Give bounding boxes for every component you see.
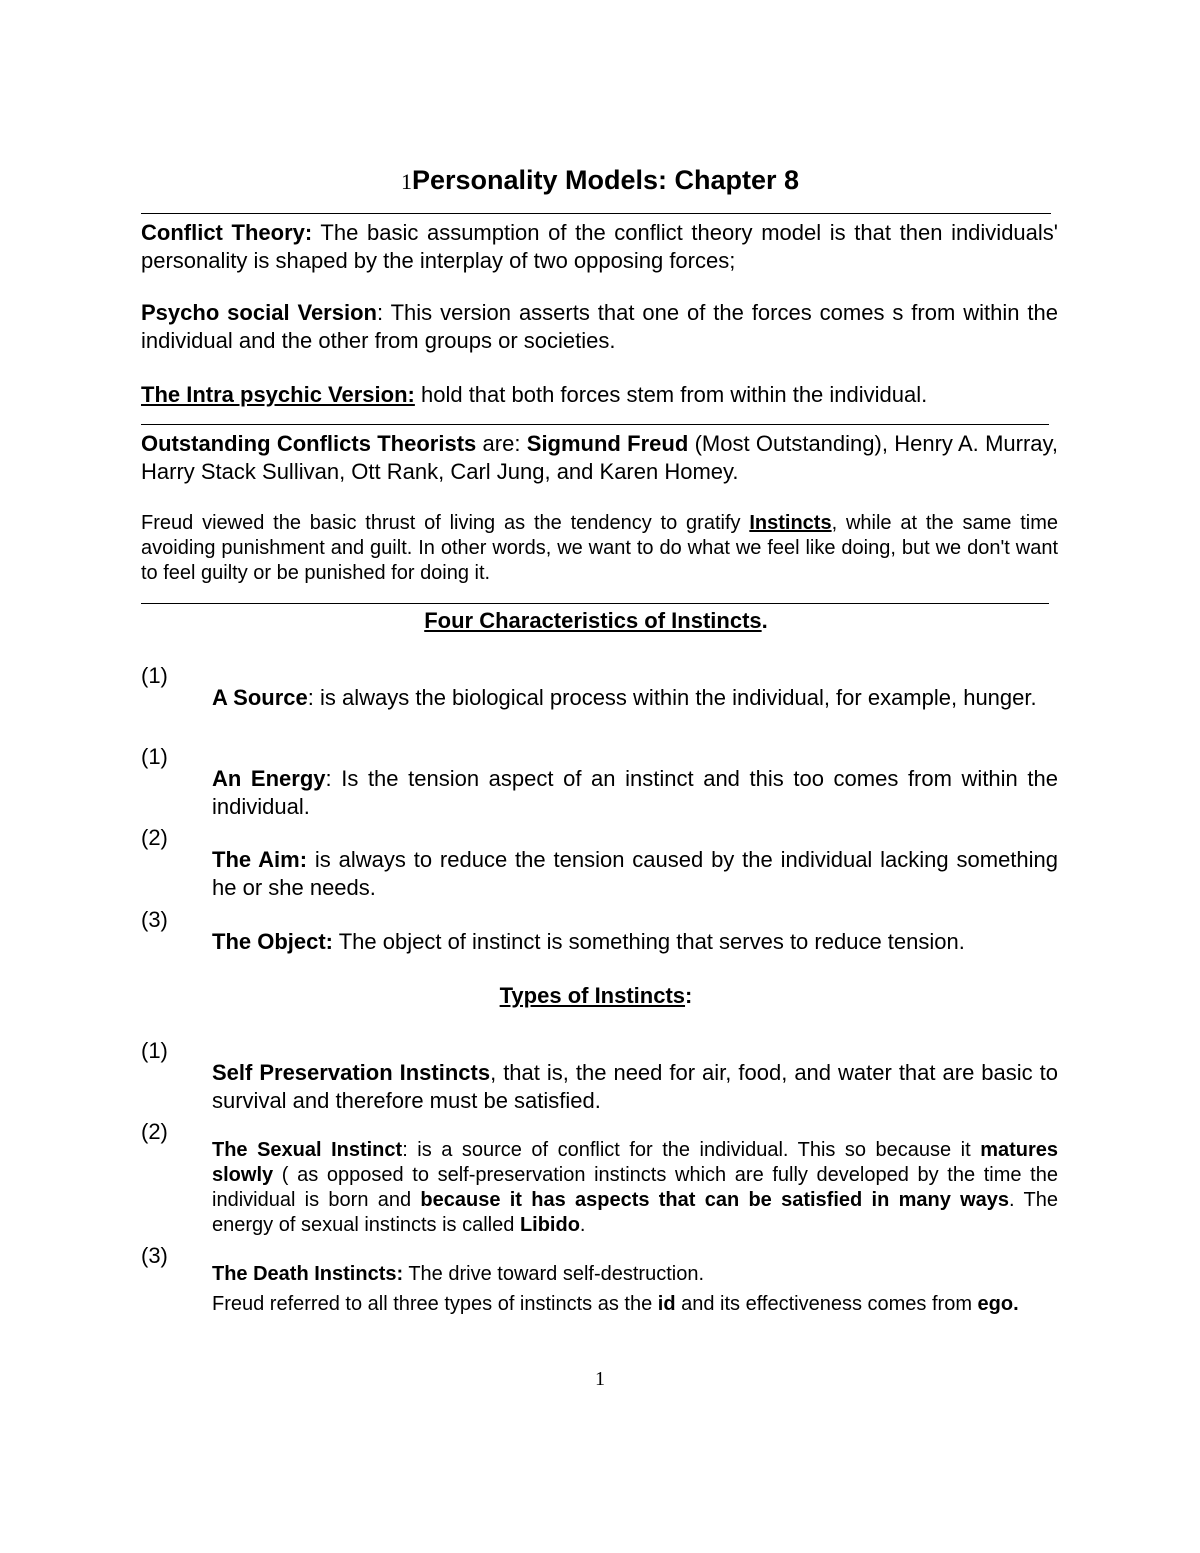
intra-psychic-paragraph — [141, 381, 1058, 409]
type-1-body: , that is, the need for air, food, and water that are basic to survival and therefore must be satisfied. — [212, 1060, 1058, 1113]
type-3-number: (3) — [141, 1243, 168, 1268]
closing-id: id — [657, 1293, 676, 1315]
page-number: 1 — [595, 1368, 605, 1390]
char-1-text — [212, 684, 1058, 712]
intra-psychic-text: hold that both forces stem from within the individual. — [414, 382, 928, 407]
char-4-term: The Object: — [212, 929, 334, 954]
char-3-term: The Aim: — [212, 847, 308, 872]
psycho-social-paragraph — [141, 299, 1058, 355]
type-3-text — [212, 1262, 1058, 1287]
closing-before: Freud referred to all three types of instincts as the — [212, 1293, 658, 1315]
char-2-text — [212, 765, 1058, 821]
theorists-term: Outstanding Conflicts Theorists — [141, 431, 477, 456]
type-1-term: Self Preservation Instincts — [212, 1060, 491, 1085]
conflict-theory-term: Conflict Theory: — [141, 220, 313, 245]
type-3-term: The Death Instincts: — [212, 1263, 404, 1285]
type-2-number: (2) — [141, 1119, 168, 1144]
characteristics-heading-text: Four Characteristics of Instincts — [424, 608, 762, 633]
theorists-text: (Most Outstanding), Henry A. Murray, Harry Stack Sullivan, Ott Rank, Carl Jung, and Karen Homey. — [141, 431, 1059, 484]
char-4-text — [212, 928, 1058, 956]
type-2-aspects: because it has aspects that can be satisfied in many ways — [420, 1189, 1010, 1211]
type-2-libido: Libido — [519, 1214, 580, 1236]
type-3-body: The drive toward self-destruction. — [403, 1263, 705, 1285]
closing-ego: ego. — [977, 1293, 1019, 1315]
char-2-term: An Energy — [212, 766, 326, 791]
type-1-number: (1) — [141, 1038, 168, 1063]
title-text: Personality Models: Chapter 8 — [411, 165, 800, 195]
closing-middle: and its effectiveness comes from — [675, 1293, 978, 1315]
freud-view-instincts: Instincts — [749, 512, 832, 534]
freud-view-after: , while at the same time avoiding punishment and guilt. In other words, we want to do what we feel like doing, but we don't want to feel guilty or be punished for doing it. — [141, 512, 1058, 584]
char-1-body: : is always the biological process within the individual, for example, hunger. — [307, 685, 1037, 710]
char-1-number: (1) — [141, 663, 168, 688]
psycho-social-term: Psycho social Version — [141, 300, 377, 325]
type-2-body-1: : is a source of conflict for the individual. This so because it — [402, 1139, 981, 1161]
char-2-body: : Is the tension aspect of an instinct and this too comes from within the individual. — [212, 766, 1058, 819]
char-3-number: (2) — [141, 825, 168, 850]
characteristics-heading-period: . — [761, 608, 768, 633]
char-3-text — [212, 846, 1058, 902]
type-2-body-2: ( as opposed to self-preservation instincts which are fully developed by the time the individual is born and — [212, 1164, 1058, 1211]
psycho-social-text: : This version asserts that one of the forces comes s from within the individual and the other from groups or societies. — [141, 300, 1058, 353]
divider-theorists — [141, 424, 1049, 425]
char-4-number: (3) — [141, 907, 168, 932]
char-1-term: A Source — [212, 685, 308, 710]
type-1-text — [212, 1059, 1058, 1115]
intra-psychic-term: The Intra psychic Version: — [141, 382, 415, 407]
type-2-term: The Sexual Instinct — [212, 1139, 403, 1161]
page-title — [0, 163, 1200, 199]
divider-characteristics — [141, 603, 1049, 604]
types-heading-text: Types of Instincts — [499, 983, 686, 1008]
closing-paragraph — [141, 1292, 1058, 1317]
freud-view-paragraph — [141, 511, 1058, 586]
type-2-body-4: . — [579, 1214, 586, 1236]
char-2-number: (1) — [141, 744, 168, 769]
divider-top — [141, 213, 1051, 214]
conflict-theory-text: The basic assumption of the conflict theory model is that then individuals' personality is shaped by the interplay of two opposing forces; — [141, 220, 1058, 273]
title-footnote-mark: 1 — [400, 169, 412, 194]
theorists-paragraph — [141, 430, 1058, 486]
freud-view-before: Freud viewed the basic thrust of living as the tendency to gratify — [141, 512, 750, 534]
char-4-body: The object of instinct is something that serves to reduce tension. — [333, 929, 965, 954]
char-3-body: is always to reduce the tension caused by the individual lacking something he or she needs. — [212, 847, 1059, 900]
types-heading-colon: : — [685, 983, 693, 1008]
type-2-matures-slowly: matures slowly — [212, 1139, 1059, 1186]
type-2-body-3: . The energy of sexual instincts is called — [212, 1189, 1058, 1236]
conflict-theory-paragraph — [141, 219, 1058, 275]
theorists-mid: are: — [476, 431, 527, 456]
type-2-text — [212, 1138, 1058, 1238]
characteristics-heading — [0, 607, 1192, 635]
types-heading — [0, 982, 1192, 1010]
theorists-freud: Sigmund Freud — [526, 431, 689, 456]
